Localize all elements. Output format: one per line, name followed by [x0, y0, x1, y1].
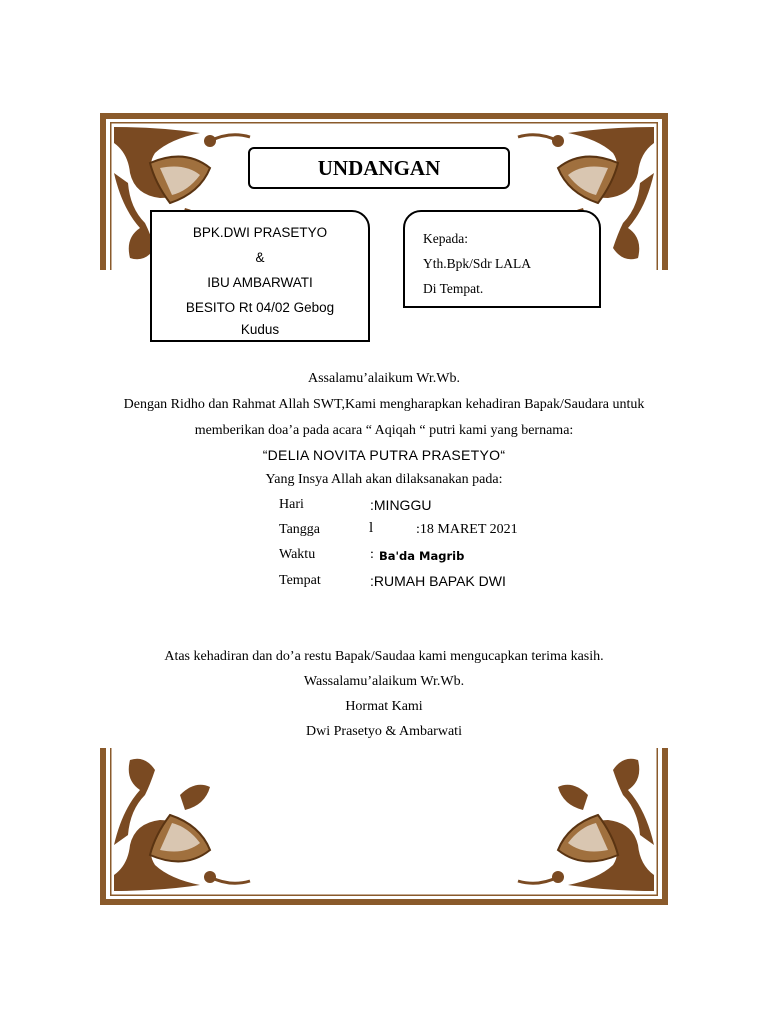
paragraph-line-1: Dengan Ridho dan Rahmat Allah SWT,Kami mengharapkan kehadiran Bapak/Saudara untuk — [123, 397, 645, 412]
host-line-5: Kudus — [240, 322, 280, 337]
day-value: :MINGGU — [370, 497, 432, 513]
recipient-box — [403, 210, 601, 308]
day-label: Hari — [279, 497, 304, 512]
host-box — [150, 210, 370, 342]
title-text: UNDANGAN — [317, 155, 441, 180]
bottom-frame-svg — [100, 748, 668, 905]
time-label: Waktu — [279, 547, 316, 562]
time-value: Ba'da Magrib — [379, 549, 465, 563]
time-colon: : — [370, 547, 378, 562]
recipient-line-2: Yth.Bpk/Sdr LALA — [423, 256, 531, 271]
thanks-line: Atas kehadiran dan do’a restu Bapak/Saudaa kami mengucapkan terima kasih. — [164, 649, 604, 664]
greeting: Assalamu’alaikum Wr.Wb. — [308, 371, 460, 386]
host-line-4: BESITO Rt 04/02 Gebog — [185, 300, 335, 315]
floral-corner-ornament-icon — [518, 759, 654, 891]
floral-corner-ornament-icon — [114, 759, 250, 891]
signature-line: Dwi Prasetyo & Ambarwati — [306, 724, 462, 739]
bottom-ornament-frame — [100, 748, 668, 905]
paragraph-line-2: memberikan doa’a pada acara “ Aqiqah “ putri kami yang bernama: — [194, 423, 574, 438]
date-value: :18 MARET 2021 — [416, 522, 518, 537]
regards-line: Hormat Kami — [345, 699, 423, 714]
date-label: Tangga — [279, 522, 321, 537]
place-label: Tempat — [279, 573, 321, 588]
farewell-line: Wassalamu’alaikum Wr.Wb. — [303, 674, 465, 689]
recipient-line-3: Di Tempat. — [423, 281, 484, 296]
place-value: :RUMAH BAPAK DWI — [370, 573, 506, 589]
recipient-line-1: Kepada: — [423, 231, 468, 246]
host-line-3: IBU AMBARWATI — [207, 275, 313, 290]
invitation-title — [248, 147, 510, 189]
host-line-1: BPK.DWI PRASETYO — [192, 225, 328, 240]
host-line-2: & — [255, 250, 265, 265]
date-label-suffix: l — [369, 520, 374, 536]
event-intro: Yang Insya Allah akan dilaksanakan pada: — [265, 472, 503, 487]
child-name: “DELIA NOVITA PUTRA PRASETYO“ — [262, 447, 506, 463]
